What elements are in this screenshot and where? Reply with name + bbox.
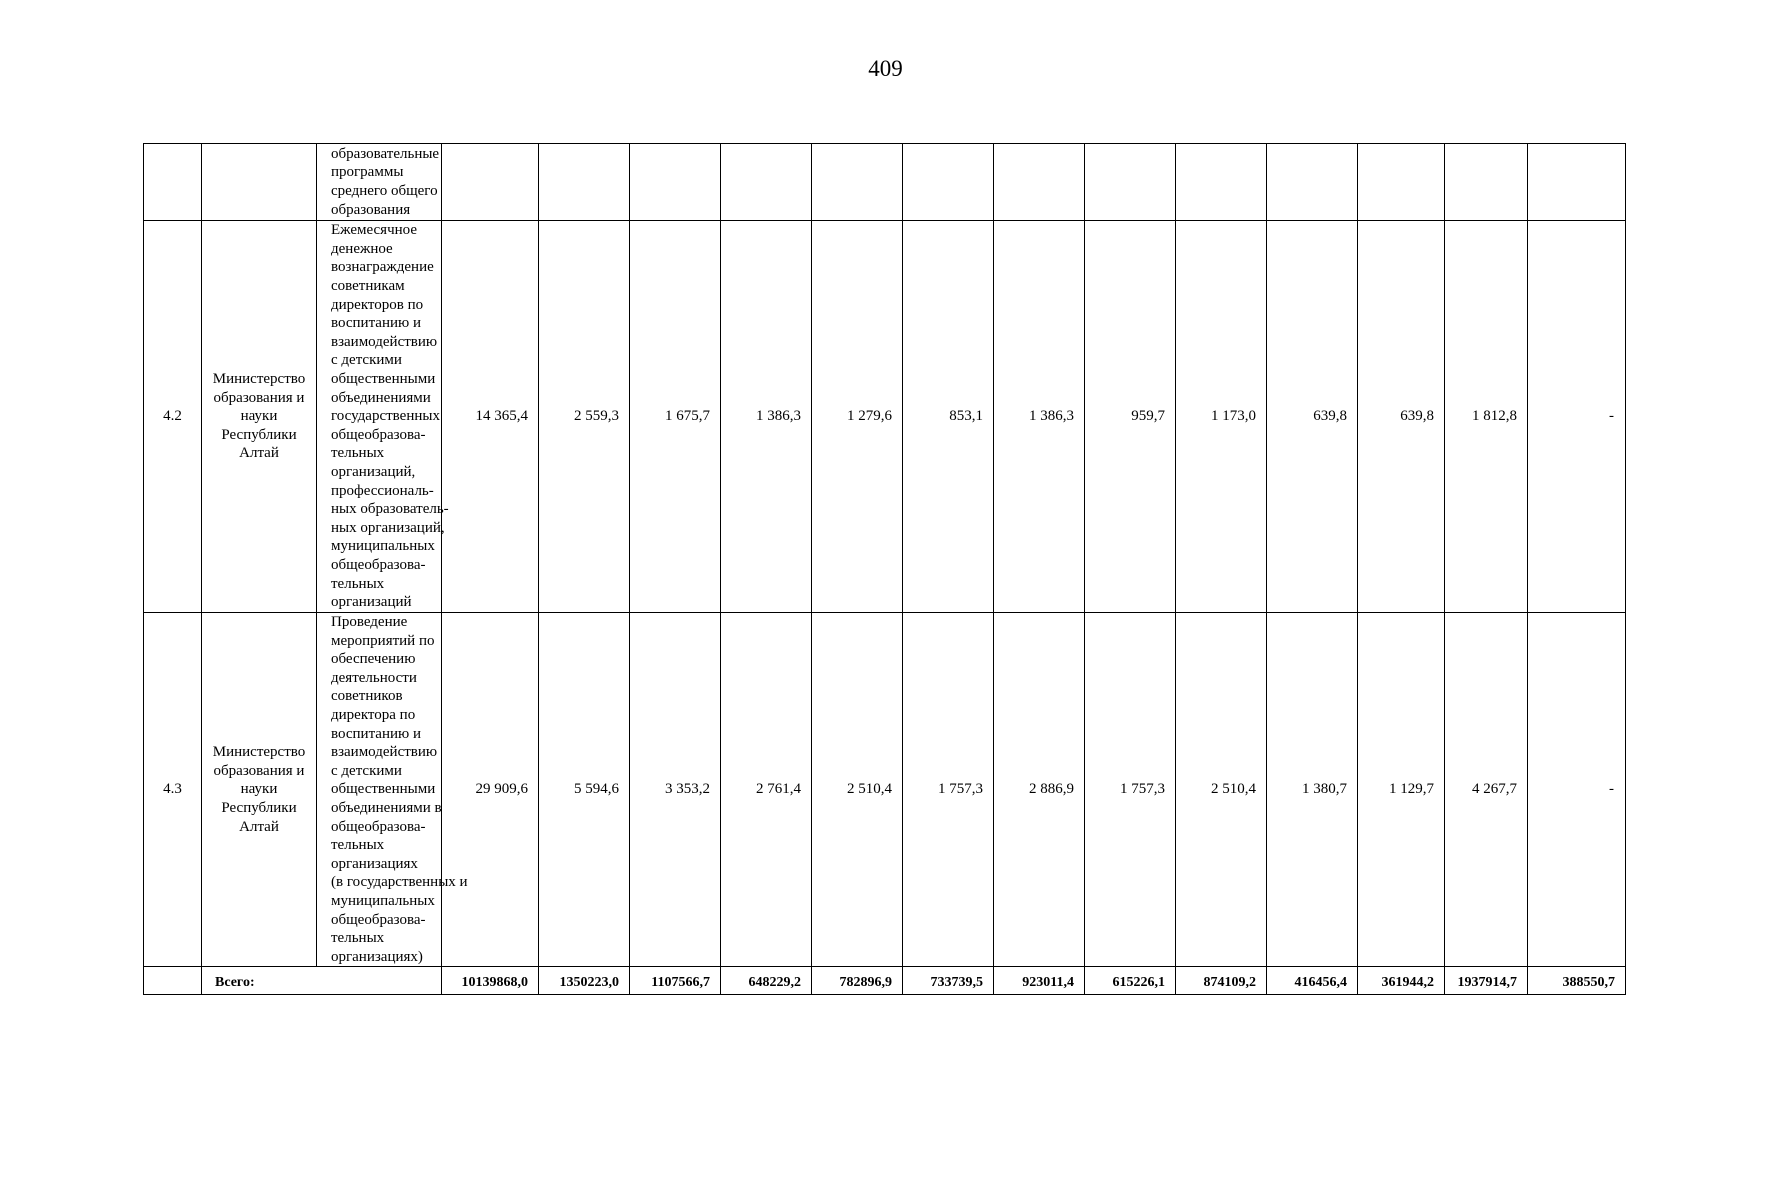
value-cell: 2 886,9 xyxy=(994,613,1085,967)
value-cell xyxy=(812,144,903,221)
description-line: общеобразова- xyxy=(331,556,426,573)
value-cell: 2 510,4 xyxy=(812,613,903,967)
row-number: 4.2 xyxy=(144,221,202,613)
table-row xyxy=(144,613,1626,967)
responsible-organization xyxy=(202,613,317,967)
description-line: мероприятий по xyxy=(331,632,435,649)
value-cell: 853,1 xyxy=(903,221,994,613)
value-cell xyxy=(1445,144,1528,221)
table-row xyxy=(144,144,1626,221)
description-line: организаций, xyxy=(331,463,416,480)
organization-line: Алтай xyxy=(239,445,279,462)
total-value-cell: 733739,5 xyxy=(903,967,994,995)
value-cell: 2 510,4 xyxy=(1176,613,1267,967)
organization-line: образования и xyxy=(213,762,305,779)
description-line: объединениями xyxy=(331,389,431,406)
value-cell xyxy=(1176,144,1267,221)
value-cell: 2 559,3 xyxy=(539,221,630,613)
organization-line: науки xyxy=(240,781,278,798)
description-line: организациях) xyxy=(331,948,423,965)
value-cell: 1 129,7 xyxy=(1358,613,1445,967)
activity-description xyxy=(317,144,442,221)
value-cell: 1 279,6 xyxy=(812,221,903,613)
description-line: тельных xyxy=(331,930,385,947)
description-line: общеобразова- xyxy=(331,911,426,928)
value-cell: - xyxy=(1528,221,1626,613)
row-number xyxy=(144,144,202,221)
value-cell: 1 757,3 xyxy=(1085,613,1176,967)
value-cell: - xyxy=(1528,613,1626,967)
description-line: взаимодействию xyxy=(331,333,438,350)
description-line: общеобразова- xyxy=(331,426,426,443)
row-number: 4.3 xyxy=(144,613,202,967)
activity-description xyxy=(317,221,449,613)
total-value-cell: 1937914,7 xyxy=(1445,967,1528,995)
total-value-cell: 923011,4 xyxy=(994,967,1085,995)
total-value-cell: 1107566,7 xyxy=(630,967,721,995)
description-line: общественными xyxy=(331,781,436,798)
description-line: образовательные xyxy=(331,145,440,162)
description-line: с детскими xyxy=(331,762,402,779)
activity-description xyxy=(317,613,468,967)
total-row xyxy=(144,967,1626,995)
description-line: вознаграждение xyxy=(331,259,434,276)
total-value-cell: 1350223,0 xyxy=(539,967,630,995)
organization-line: образования и xyxy=(213,389,305,406)
description-line: государственных xyxy=(331,408,440,425)
total-value-cell: 388550,7 xyxy=(1528,967,1626,995)
total-value-cell: 874109,2 xyxy=(1176,967,1267,995)
description-line: общеобразова- xyxy=(331,818,426,835)
description-line: ных образователь- xyxy=(331,501,449,518)
organization-line: Министерство xyxy=(212,744,306,761)
description-line: Ежемесячное xyxy=(331,222,417,239)
value-cell xyxy=(1085,144,1176,221)
value-cell: 14 365,4 xyxy=(442,221,539,613)
description-line: образования xyxy=(331,201,411,218)
total-value-cell: 615226,1 xyxy=(1085,967,1176,995)
value-cell: 1 173,0 xyxy=(1176,221,1267,613)
organization-line: Республики xyxy=(221,799,297,816)
description-line: обеспечению xyxy=(331,651,416,668)
description-line: деятельности xyxy=(331,669,417,686)
value-cell: 1 386,3 xyxy=(721,221,812,613)
organization-line: Алтай xyxy=(239,818,279,835)
organization-line: Республики xyxy=(221,426,297,443)
budget-table xyxy=(143,143,1626,995)
description-line: тельных xyxy=(331,837,385,854)
total-value-cell: 416456,4 xyxy=(1267,967,1358,995)
total-value-cell: 10139868,0 xyxy=(442,967,539,995)
value-cell: 1 812,8 xyxy=(1445,221,1528,613)
description-line: ных организаций, xyxy=(331,519,445,536)
description-line: директора по xyxy=(331,706,416,723)
value-cell: 639,8 xyxy=(1358,221,1445,613)
value-cell: 1 675,7 xyxy=(630,221,721,613)
total-empty-cell xyxy=(144,967,202,995)
description-line: советников xyxy=(331,688,403,705)
description-line: воспитанию и xyxy=(331,315,421,332)
value-cell xyxy=(442,144,539,221)
value-cell: 29 909,6 xyxy=(442,613,539,967)
value-cell: 3 353,2 xyxy=(630,613,721,967)
value-cell: 1 386,3 xyxy=(994,221,1085,613)
description-line: (в государственных и xyxy=(331,874,468,891)
description-line: муниципальных xyxy=(331,892,435,909)
description-line: среднего общего xyxy=(331,183,438,199)
description-line: воспитанию и xyxy=(331,725,421,742)
description-line: тельных xyxy=(331,575,385,592)
total-label: Всего: xyxy=(202,967,442,995)
page-number: 409 xyxy=(868,56,903,81)
description-line: денежное xyxy=(331,240,393,257)
description-line: объединениями в xyxy=(331,799,442,816)
value-cell xyxy=(1528,144,1626,221)
value-cell: 4 267,7 xyxy=(1445,613,1528,967)
value-cell xyxy=(994,144,1085,221)
total-value-cell: 648229,2 xyxy=(721,967,812,995)
value-cell xyxy=(1267,144,1358,221)
value-cell xyxy=(721,144,812,221)
organization-line: Министерство xyxy=(212,371,306,388)
description-line: общественными xyxy=(331,371,436,388)
description-line: организаций xyxy=(331,594,412,611)
description-line: взаимодействию xyxy=(331,744,438,761)
total-value-cell: 361944,2 xyxy=(1358,967,1445,995)
organization-line: науки xyxy=(240,408,278,425)
responsible-organization xyxy=(202,144,317,221)
value-cell: 1 757,3 xyxy=(903,613,994,967)
value-cell: 5 594,6 xyxy=(539,613,630,967)
description-line: организациях xyxy=(331,855,418,872)
description-line: профессиональ- xyxy=(331,482,434,499)
description-line: муниципальных xyxy=(331,538,435,555)
value-cell xyxy=(630,144,721,221)
responsible-organization xyxy=(202,221,317,613)
value-cell xyxy=(539,144,630,221)
value-cell xyxy=(1358,144,1445,221)
description-line: тельных xyxy=(331,445,385,462)
description-line: директоров по xyxy=(331,296,424,313)
value-cell xyxy=(903,144,994,221)
value-cell: 639,8 xyxy=(1267,221,1358,613)
description-line: программы xyxy=(331,164,404,181)
description-line: Проведение xyxy=(331,614,408,630)
value-cell: 2 761,4 xyxy=(721,613,812,967)
description-line: советникам xyxy=(331,278,405,295)
value-cell: 1 380,7 xyxy=(1267,613,1358,967)
total-value-cell: 782896,9 xyxy=(812,967,903,995)
table-row xyxy=(144,221,1626,613)
value-cell: 959,7 xyxy=(1085,221,1176,613)
description-line: с детскими xyxy=(331,352,402,369)
